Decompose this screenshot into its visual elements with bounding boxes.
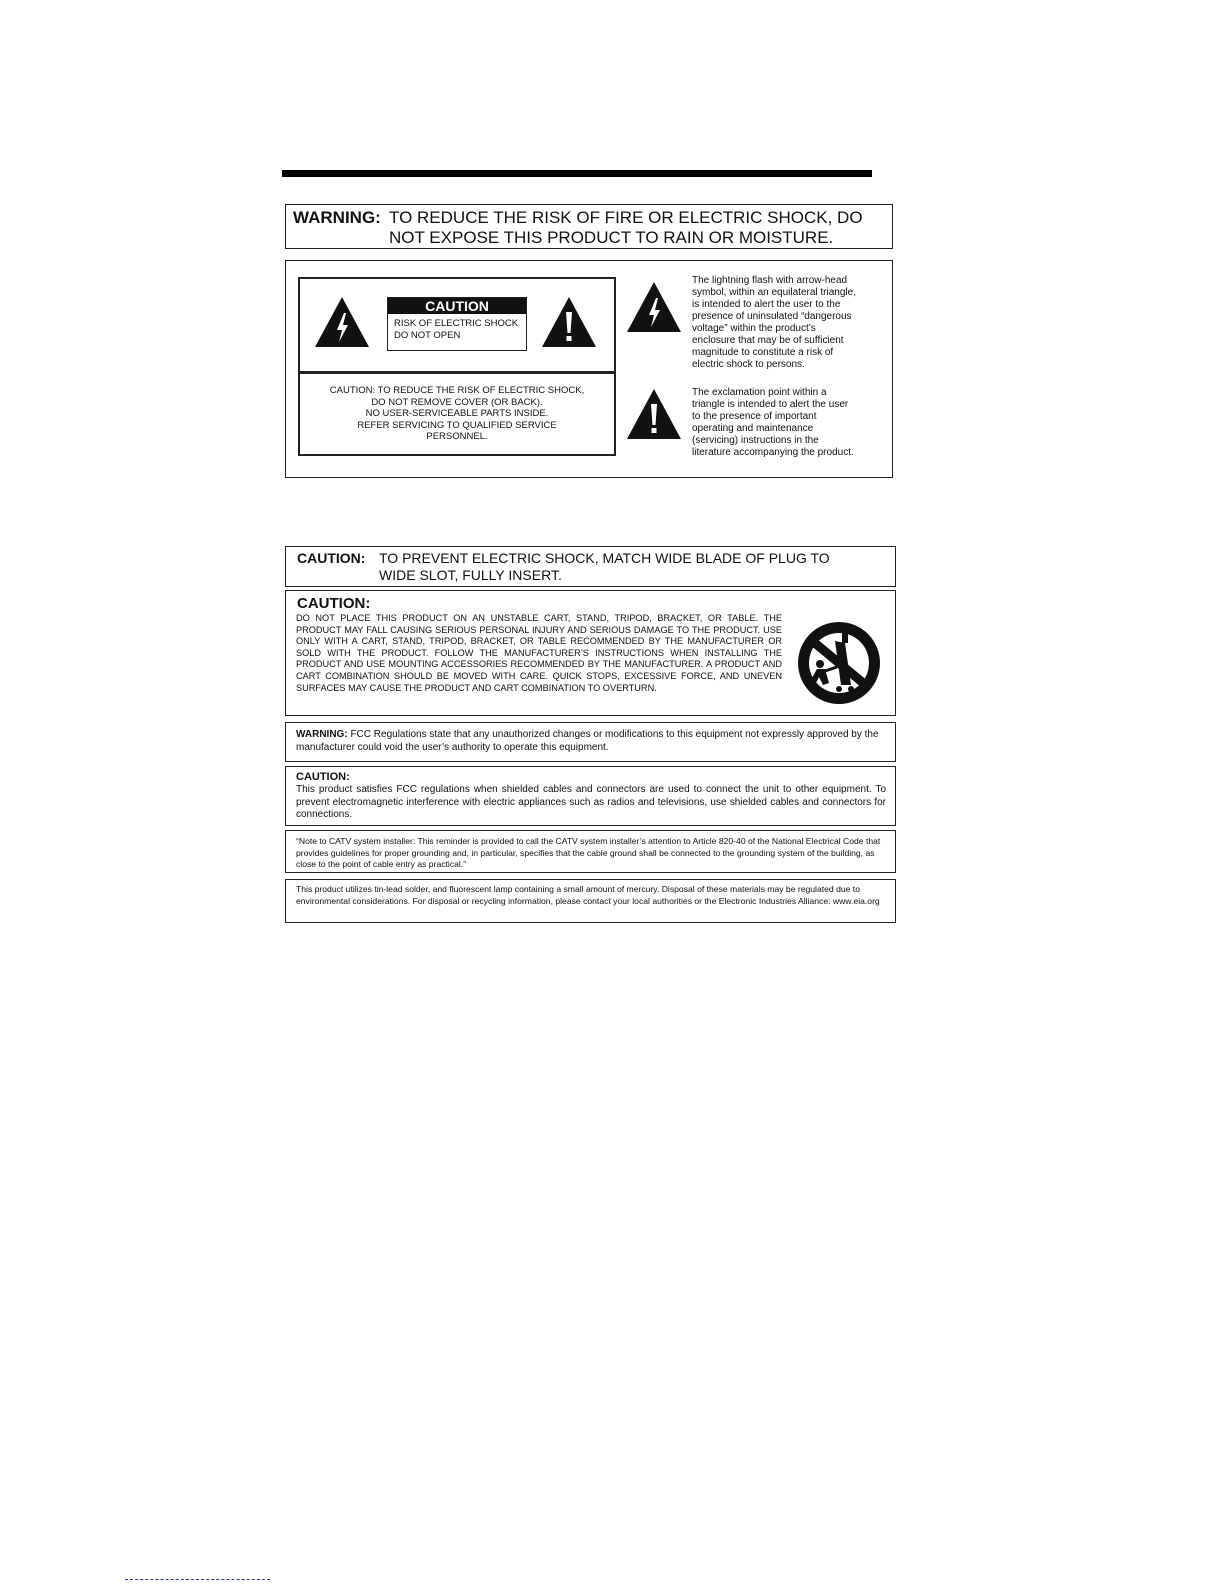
footnote-separator	[125, 1579, 270, 1580]
exclamation-symbol-icon	[625, 387, 683, 441]
cart-caution-body: DO NOT PLACE THIS PRODUCT ON AN UNSTABLE CART, STAND, TRIPOD, BRACKET, OR TABLE. THE PRODUCT MAY FALL CAUSING SERIOUS PERSONAL INJURY AND SERIOUS DAMAGE TO THE PRODUCT. USE ONLY WITH A CART, STAND, TRIPOD, BRACKET, OR TABLE RECOMMENDED BY THE MANUFACTURER OR SOLD WITH THE PRODUCT. FOLLOW THE MANUFACTURER’S INSTRUCTIONS WHEN INSTALLING THE PRODUCT AND USE MOUNTING ACCESSORIES RECOMMENDED BY THE MANUFACTURER. A PRODUCT AND CART COMBINATION SHOULD BE MOVED WITH CARE. QUICK STOPS, EXCESSIVE FORCE, AND UNEVEN SURFACES MAY CAUSE THE PRODUCT AND CART COMBINATION TO OVERTURN.	[296, 613, 782, 693]
plug-caution-line-1: TO PREVENT ELECTRIC SHOCK, MATCH WIDE BLADE OF PLUG TO	[379, 550, 830, 566]
fcc-warning-box	[285, 722, 896, 762]
lightning-desc-line: symbol, within an equilateral triangle,	[692, 287, 856, 298]
plug-caution-line-2: WIDE SLOT, FULLY INSERT.	[379, 567, 562, 583]
fcc-caution-body: This product satisfies FCC regulations when shielded cables and connectors are used to connect the unit to other equipment. To prevent electromagnetic interference with electric appliances such as radios and televisions, use shielded cables and connectors for connections.	[296, 784, 886, 820]
lightning-desc-line: enclosure that may be of sufficient	[692, 335, 844, 346]
exclamation-desc-line: (servicing) instructions in the	[692, 435, 819, 446]
exclamation-desc-line: to the presence of important	[692, 411, 817, 422]
caution-badge-line-2: DO NOT OPEN	[394, 330, 461, 341]
header-rule	[282, 170, 872, 177]
lightning-desc-line: magnitude to constitute a risk of	[692, 347, 834, 358]
caution-panel-line-4: REFER SERVICING TO QUALIFIED SERVICE	[357, 419, 557, 431]
disposal-note-box	[285, 879, 896, 923]
lightning-desc-line: is intended to alert the user to the	[692, 299, 841, 310]
lightning-description	[692, 275, 888, 371]
catv-note-box	[285, 830, 896, 873]
disposal-note-text: This product utilizes tin-lead solder, and fluorescent lamp containing a small amount of mercury. Disposal of these materials may be regulated due to environmental considerations. For disposal or recycling information, please contact your local authorities or the Electronic Industries Alliance: www.eia.org	[296, 884, 880, 906]
exclamation-desc-line: triangle is intended to alert the user	[692, 399, 849, 410]
caution-panel-text	[300, 385, 614, 443]
warning-line-2: NOT EXPOSE THIS PRODUCT TO RAIN OR MOISTURE.	[389, 228, 834, 247]
plug-caution-box	[285, 546, 896, 587]
lightning-desc-line: electric shock to persons.	[692, 359, 805, 370]
caution-badge-line-1: RISK OF ELECTRIC SHOCK	[394, 318, 519, 329]
caution-panel-line-5: PERSONNEL.	[426, 431, 488, 442]
fcc-warning-text	[296, 728, 886, 754]
cart-caution-title: CAUTION:	[297, 595, 371, 612]
fcc-caution-box	[285, 766, 896, 826]
warning-box	[285, 204, 893, 249]
warning-label: WARNING:	[293, 208, 381, 227]
exclamation-triangle-icon	[540, 295, 598, 349]
lightning-desc-line: The lightning flash with arrow-head	[692, 275, 848, 286]
exclamation-desc-line: The exclamation point within a	[692, 387, 827, 398]
lightning-symbol-icon	[625, 280, 683, 334]
plug-caution-label: CAUTION:	[297, 550, 366, 566]
lightning-desc-line: presence of uninsulated “dangerous	[692, 311, 852, 322]
caution-badge	[387, 297, 527, 351]
caution-panel-line-1: CAUTION: TO REDUCE THE RISK OF ELECTRIC SHOCK,	[329, 385, 585, 396]
caution-label-divider	[298, 371, 616, 374]
caution-badge-title: CAUTION	[388, 298, 526, 314]
exclamation-desc-line: literature accompanying the product.	[692, 447, 854, 458]
exclamation-description	[692, 387, 888, 459]
caution-panel-line-3: NO USER-SERVICEABLE PARTS INSIDE.	[365, 408, 549, 419]
exclamation-desc-line: operating and maintenance	[692, 423, 814, 434]
lightning-triangle-icon	[313, 295, 371, 349]
fcc-warning-body: FCC Regulations state that any unauthorized changes or modifications to this equipment not expressly approved by the manufacturer could void the user’s authority to operate this equipment.	[296, 729, 879, 753]
lightning-desc-line: voltage” within the product’s	[692, 323, 816, 334]
warning-line-1: TO REDUCE THE RISK OF FIRE OR ELECTRIC SHOCK, DO	[389, 208, 863, 227]
caution-panel-line-2: DO NOT REMOVE COVER (OR BACK).	[371, 396, 543, 408]
catv-note-text: “Note to CATV system installer: This reminder is provided to call the CATV system installer’s attention to Article 820-40 of the National Electrical Code that provides guidelines for proper grounding and, in particular, specifies that the cable ground shall be connected to the grounding system of the building, as close to the point of cable entry as practical.”	[296, 836, 881, 869]
cart-tip-over-icon	[795, 619, 883, 707]
fcc-warning-label: WARNING:	[296, 729, 348, 740]
fcc-caution-title: CAUTION:	[296, 771, 350, 783]
